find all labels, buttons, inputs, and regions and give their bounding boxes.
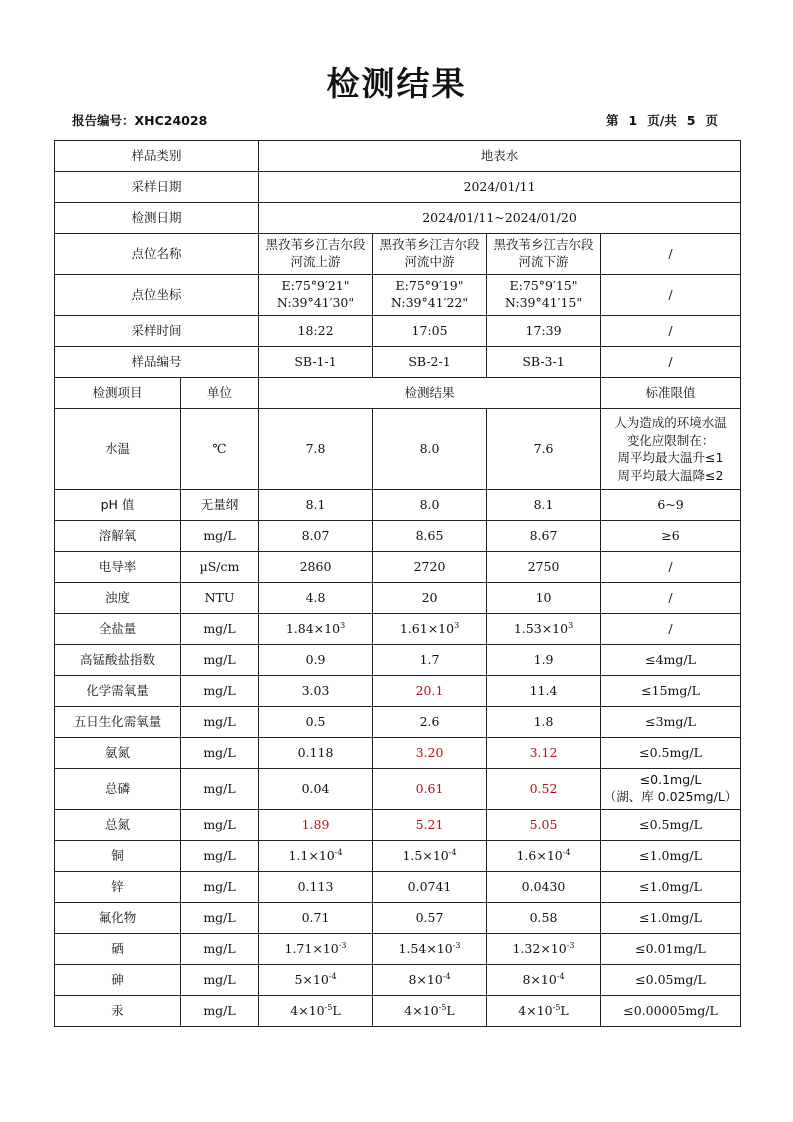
result-value-cell: 0.0430 xyxy=(487,872,601,903)
unit-cell: mg/L xyxy=(181,841,259,872)
result-value-cell: 3.20 xyxy=(373,738,487,769)
standard-limit-cell: ≤0.05mg/L xyxy=(601,965,741,996)
total-pages: 5 xyxy=(686,113,696,128)
unit-cell: mg/L xyxy=(181,903,259,934)
table-row xyxy=(55,996,741,1027)
column-header-item: 检测项目 xyxy=(55,378,181,409)
item-name-cell: 全盐量 xyxy=(55,614,181,645)
table-row xyxy=(55,934,741,965)
item-name-cell: 浊度 xyxy=(55,583,181,614)
site-coord-empty: / xyxy=(601,275,741,316)
result-value-cell: $1.53\times 10^3$ xyxy=(487,614,601,645)
result-value-cell: 7.6 xyxy=(487,409,601,490)
standard-limit-cell: / xyxy=(601,614,741,645)
table-row xyxy=(55,614,741,645)
unit-cell: mg/L xyxy=(181,676,259,707)
result-value-cell: 5.21 xyxy=(373,810,487,841)
total-label: 页/共 xyxy=(647,113,677,128)
unit-cell: mg/L xyxy=(181,707,259,738)
unit-cell: mg/L xyxy=(181,769,259,810)
table-row xyxy=(55,872,741,903)
result-value-cell: 4.8 xyxy=(259,583,373,614)
result-value-cell: 0.0741 xyxy=(373,872,487,903)
standard-limit-cell: ≤15mg/L xyxy=(601,676,741,707)
result-value-cell: $1.54\times 10^{-3}$ xyxy=(373,934,487,965)
unit-cell: mg/L xyxy=(181,934,259,965)
site-name-empty: / xyxy=(601,234,741,275)
standard-limit-cell: ≤1.0mg/L xyxy=(601,841,741,872)
page-label: 第 xyxy=(605,113,619,128)
standard-limit-cell: ≤0.01mg/L xyxy=(601,934,741,965)
result-value-cell: 0.52 xyxy=(487,769,601,810)
table-row xyxy=(55,552,741,583)
unit-cell: mg/L xyxy=(181,810,259,841)
item-name-cell: 汞 xyxy=(55,996,181,1027)
item-name-cell: 水温 xyxy=(55,409,181,490)
result-value-cell: $8\times 10^{-4}$ xyxy=(487,965,601,996)
site-coord-cell: E:75°9′19" N:39°41′22" xyxy=(373,275,487,316)
unit-cell: mg/L xyxy=(181,872,259,903)
result-value-cell: 0.9 xyxy=(259,645,373,676)
site-name-label: 点位名称 xyxy=(55,234,259,275)
result-value-cell: 1.9 xyxy=(487,645,601,676)
page-number: 1 xyxy=(628,113,638,128)
result-value-cell: $1.5\times 10^{-4}$ xyxy=(373,841,487,872)
sampling-time-cell: 17:39 xyxy=(487,316,601,347)
sample-no-cell: SB-1-1 xyxy=(259,347,373,378)
result-value-cell: 0.04 xyxy=(259,769,373,810)
result-value-cell: 8.07 xyxy=(259,521,373,552)
result-value-cell: $5\times 10^{-4}$ xyxy=(259,965,373,996)
item-name-cell: pH 值 xyxy=(55,490,181,521)
result-value-cell: 2720 xyxy=(373,552,487,583)
table-row xyxy=(55,769,741,810)
sample-no-cell: SB-2-1 xyxy=(373,347,487,378)
result-value-cell: 2860 xyxy=(259,552,373,583)
sampling-date-label: 采样日期 xyxy=(55,172,259,203)
site-name-cell: 黑孜苇乡江吉尔段 河流下游 xyxy=(487,234,601,275)
table-row xyxy=(55,738,741,769)
unit-cell: mg/L xyxy=(181,645,259,676)
result-value-cell: 8.1 xyxy=(487,490,601,521)
item-name-cell: 溶解氧 xyxy=(55,521,181,552)
table-row xyxy=(55,903,741,934)
sampling-time-label: 采样时间 xyxy=(55,316,259,347)
result-value-cell: 2750 xyxy=(487,552,601,583)
column-header-limit: 标准限值 xyxy=(601,378,741,409)
table-row xyxy=(55,583,741,614)
result-value-cell: $1.6\times 10^{-4}$ xyxy=(487,841,601,872)
standard-limit-cell: ≤4mg/L xyxy=(601,645,741,676)
standard-limit-cell: ≤0.5mg/L xyxy=(601,738,741,769)
result-value-cell: 8.67 xyxy=(487,521,601,552)
unit-cell: µS/cm xyxy=(181,552,259,583)
result-value-cell: $4\times 10^{-5}L$ xyxy=(259,996,373,1027)
site-coord-label: 点位坐标 xyxy=(55,275,259,316)
sampling-time-cell: 17:05 xyxy=(373,316,487,347)
table-row xyxy=(55,409,741,490)
result-value-cell: $8\times 10^{-4}$ xyxy=(373,965,487,996)
unit-cell: mg/L xyxy=(181,738,259,769)
result-value-cell: 0.57 xyxy=(373,903,487,934)
table-row xyxy=(55,676,741,707)
test-date-value: 2024/01/11~2024/01/20 xyxy=(259,203,741,234)
sample-no-label: 样品编号 xyxy=(55,347,259,378)
standard-limit-cell: ≤3mg/L xyxy=(601,707,741,738)
report-number: 报告编号：XHC24028 xyxy=(72,113,208,128)
standard-limit-cell: / xyxy=(601,583,741,614)
result-value-cell: $4\times 10^{-5}L$ xyxy=(487,996,601,1027)
result-value-cell: $1.71\times 10^{-3}$ xyxy=(259,934,373,965)
standard-limit-cell: ≤0.1mg/L （湖、库 0.025mg/L） xyxy=(601,769,741,810)
result-value-cell: 1.89 xyxy=(259,810,373,841)
item-name-cell: 氨氮 xyxy=(55,738,181,769)
table-row xyxy=(55,965,741,996)
result-value-cell: $1.32\times 10^{-3}$ xyxy=(487,934,601,965)
report-title: 检测结果 xyxy=(326,64,467,103)
unit-cell: NTU xyxy=(181,583,259,614)
table-row xyxy=(55,490,741,521)
result-value-cell: 0.61 xyxy=(373,769,487,810)
sample-no-cell: SB-3-1 xyxy=(487,347,601,378)
result-value-cell: 0.58 xyxy=(487,903,601,934)
result-value-cell: 20.1 xyxy=(373,676,487,707)
table-row xyxy=(55,841,741,872)
pagination xyxy=(601,111,723,129)
result-value-cell: 8.0 xyxy=(373,409,487,490)
item-name-cell: 化学需氧量 xyxy=(55,676,181,707)
column-header-result: 检测结果 xyxy=(259,378,601,409)
item-name-cell: 锌 xyxy=(55,872,181,903)
standard-limit-cell: ≤1.0mg/L xyxy=(601,872,741,903)
item-name-cell: 砷 xyxy=(55,965,181,996)
item-name-cell: 硒 xyxy=(55,934,181,965)
sampling-date-value: 2024/01/11 xyxy=(259,172,741,203)
result-value-cell: 0.113 xyxy=(259,872,373,903)
result-value-cell: 8.0 xyxy=(373,490,487,521)
item-name-cell: 总氮 xyxy=(55,810,181,841)
result-value-cell: 1.7 xyxy=(373,645,487,676)
unit-cell: ℃ xyxy=(181,409,259,490)
result-value-cell: 10 xyxy=(487,583,601,614)
standard-limit-cell: ≤0.5mg/L xyxy=(601,810,741,841)
result-value-cell: 0.5 xyxy=(259,707,373,738)
item-name-cell: 电导率 xyxy=(55,552,181,583)
sampling-time-cell: 18:22 xyxy=(259,316,373,347)
standard-limit-cell: 人为造成的环境水温 变化应限制在： 周平均最大温升≤1 周平均最大温降≤2 xyxy=(601,409,741,490)
item-name-cell: 五日生化需氧量 xyxy=(55,707,181,738)
column-header-unit: 单位 xyxy=(181,378,259,409)
result-value-cell: 8.1 xyxy=(259,490,373,521)
result-value-cell: 0.118 xyxy=(259,738,373,769)
table-row xyxy=(55,707,741,738)
result-value-cell: 11.4 xyxy=(487,676,601,707)
unit-cell: 无量纲 xyxy=(181,490,259,521)
result-value-cell: 2.6 xyxy=(373,707,487,738)
site-coord-cell: E:75°9′21" N:39°41′30" xyxy=(259,275,373,316)
unit-cell: mg/L xyxy=(181,996,259,1027)
results-table xyxy=(54,140,741,1027)
result-value-cell: $1.61\times 10^3$ xyxy=(373,614,487,645)
standard-limit-cell: ≥6 xyxy=(601,521,741,552)
page-suffix: 页 xyxy=(705,113,718,128)
unit-cell: mg/L xyxy=(181,521,259,552)
sample-no-empty: / xyxy=(601,347,741,378)
sample-type-value: 地表水 xyxy=(259,141,741,172)
result-value-cell: $1.1\times 10^{-4}$ xyxy=(259,841,373,872)
standard-limit-cell: 6~9 xyxy=(601,490,741,521)
result-value-cell: 5.05 xyxy=(487,810,601,841)
sample-type-label: 样品类别 xyxy=(55,141,259,172)
standard-limit-cell: ≤1.0mg/L xyxy=(601,903,741,934)
standard-limit-cell: / xyxy=(601,552,741,583)
table-row xyxy=(55,645,741,676)
table-row xyxy=(55,521,741,552)
test-date-label: 检测日期 xyxy=(55,203,259,234)
result-value-cell: $4\times 10^{-5}L$ xyxy=(373,996,487,1027)
item-name-cell: 总磷 xyxy=(55,769,181,810)
site-coord-cell: E:75°9′15" N:39°41′15" xyxy=(487,275,601,316)
standard-limit-cell: ≤0.00005mg/L xyxy=(601,996,741,1027)
result-value-cell: 1.8 xyxy=(487,707,601,738)
result-value-cell: $1.84\times 10^3$ xyxy=(259,614,373,645)
result-value-cell: 8.65 xyxy=(373,521,487,552)
result-value-cell: 20 xyxy=(373,583,487,614)
table-row xyxy=(55,810,741,841)
result-value-cell: 3.12 xyxy=(487,738,601,769)
sampling-time-empty: / xyxy=(601,316,741,347)
unit-cell: mg/L xyxy=(181,614,259,645)
item-name-cell: 铜 xyxy=(55,841,181,872)
result-value-cell: 7.8 xyxy=(259,409,373,490)
item-name-cell: 高锰酸盐指数 xyxy=(55,645,181,676)
item-name-cell: 氟化物 xyxy=(55,903,181,934)
site-name-cell: 黑孜苇乡江吉尔段 河流上游 xyxy=(259,234,373,275)
site-name-cell: 黑孜苇乡江吉尔段 河流中游 xyxy=(373,234,487,275)
result-value-cell: 0.71 xyxy=(259,903,373,934)
result-value-cell: 3.03 xyxy=(259,676,373,707)
unit-cell: mg/L xyxy=(181,965,259,996)
